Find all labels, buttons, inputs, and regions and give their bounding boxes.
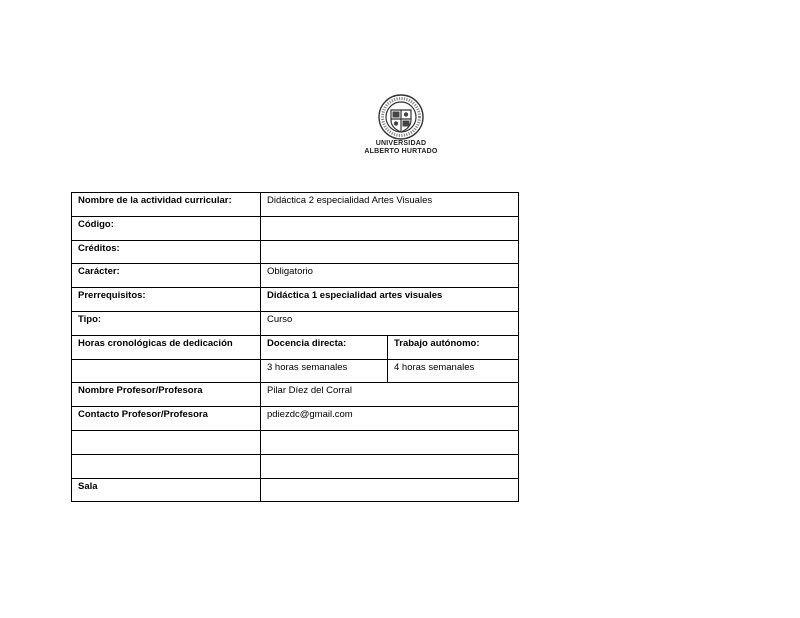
- row-value: [261, 240, 519, 264]
- row-label: [72, 359, 261, 383]
- course-info-table: [71, 192, 519, 502]
- row-value: [261, 478, 519, 502]
- row-label: Contacto Profesor/Profesora: [72, 407, 261, 431]
- table-row: [72, 454, 519, 478]
- row-value: pdiezdc@gmail.com: [261, 407, 519, 431]
- table-row: [72, 359, 519, 383]
- table-row: [72, 311, 519, 335]
- table-row: [72, 478, 519, 502]
- logo-line-2: ALBERTO HURTADO: [364, 148, 438, 155]
- university-logo: [356, 94, 446, 156]
- table-row: [72, 240, 519, 264]
- row-value: Obligatorio: [261, 264, 519, 288]
- row-label: Nombre de la actividad curricular:: [72, 193, 261, 217]
- table-row: [72, 335, 519, 359]
- docencia-directa-value: 3 horas semanales: [261, 359, 388, 383]
- row-label: Código:: [72, 216, 261, 240]
- row-value: [261, 454, 519, 478]
- docencia-directa-header: Docencia directa:: [261, 335, 388, 359]
- table-row: [72, 407, 519, 431]
- trabajo-autonomo-value: 4 horas semanales: [388, 359, 519, 383]
- logo-line-1: UNIVERSIDAD: [375, 140, 427, 147]
- table-row: [72, 193, 519, 217]
- row-label: Tipo:: [72, 311, 261, 335]
- row-value: Pilar Díez del Corral: [261, 383, 519, 407]
- row-value: [261, 430, 519, 454]
- table-row: [72, 430, 519, 454]
- table-row: [72, 216, 519, 240]
- row-label: Nombre Profesor/Profesora: [72, 383, 261, 407]
- table-row: [72, 264, 519, 288]
- row-value: Didáctica 1 especialidad artes visuales: [261, 288, 519, 312]
- row-value: Didáctica 2 especialidad Artes Visuales: [261, 193, 519, 217]
- row-value: Curso: [261, 311, 519, 335]
- row-value: [261, 216, 519, 240]
- row-label: Sala: [72, 478, 261, 502]
- table-row: [72, 288, 519, 312]
- university-seal-icon: [378, 94, 424, 140]
- row-label: Carácter:: [72, 264, 261, 288]
- row-label: Prerrequisitos:: [72, 288, 261, 312]
- row-label: Créditos:: [72, 240, 261, 264]
- trabajo-autonomo-header: Trabajo autónomo:: [388, 335, 519, 359]
- table-row: [72, 383, 519, 407]
- row-label: Horas cronológicas de dedicación: [72, 335, 261, 359]
- row-label: [72, 430, 261, 454]
- row-label: [72, 454, 261, 478]
